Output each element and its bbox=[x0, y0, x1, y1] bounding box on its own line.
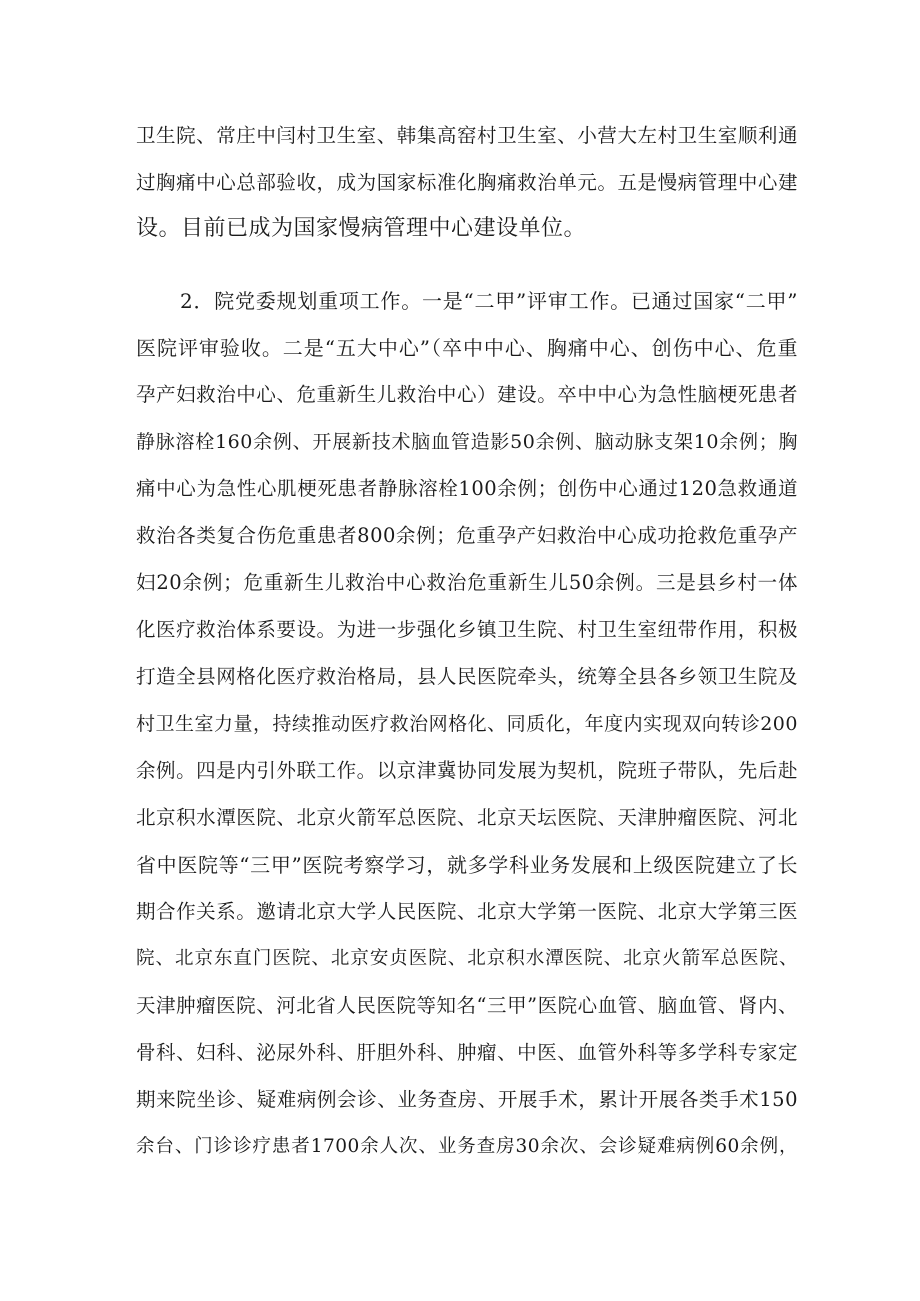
text-line: 2．院党委规划重项工作。一是“二甲”评审工作。已通过国家“二甲” bbox=[180, 289, 798, 313]
text-line: 救治各类复合伤危重患者800余例；危重孕产妇救治中心成功抢救危重孕产 bbox=[136, 524, 798, 547]
text-line: 骨科、妇科、泌尿外科、肝胆外科、肿瘤、中医、血管外科等多学科专家定 bbox=[136, 1041, 798, 1064]
text-line: 期来院坐诊、疑难病例会诊、业务查房、开展手术，累计开展各类手术150 bbox=[136, 1088, 798, 1111]
text-line: 打造全县网格化医疗救治格局，县人民医院牵头，统筹全县各乡领卫生院及 bbox=[136, 665, 798, 688]
text-line: 村卫生室力量，持续推动医疗救治网格化、同质化，年度内实现双向转诊200 bbox=[136, 713, 798, 735]
text-line: 北京积水潭医院、北京火箭军总医院、北京天坛医院、天津肿瘤医院、河北 bbox=[136, 806, 798, 829]
text-line: 痛中心为急性心肌梗死患者静脉溶栓100余例；创伤中心通过120急救通道 bbox=[136, 477, 798, 500]
text-line: 静脉溶栓160余例、开展新技术脑血管造影50余例、脑动脉支架10余例；胸 bbox=[136, 431, 798, 453]
text-line: 余台、门诊诊疗患者1700余人次、业务查房30余次、会诊疑难病例60余例， bbox=[136, 1136, 798, 1157]
text-line: 期合作关系。邀请北京大学人民医院、北京大学第一医院、北京大学第三医 bbox=[136, 900, 798, 923]
text-line: 医院评审验收。二是“五大中心”（卒中中心、胸痛中心、创伤中心、危重 bbox=[136, 336, 798, 360]
text-line: 余例。四是内引外联工作。以京津冀协同发展为契机，院班子带队，先后赴 bbox=[136, 759, 798, 782]
text-line: 化医疗救治体系要设。为进一步强化乡镇卫生院、村卫生室纽带作用，积极 bbox=[136, 618, 798, 641]
text-line: 省中医院等“三甲”医院考察学习，就多学科业务发展和上级医院建立了长 bbox=[136, 853, 798, 877]
text-line: 天津肿瘤医院、河北省人民医院等知名“三甲”医院心血管、脑血管、肾内、 bbox=[136, 994, 798, 1017]
text-line: 卫生院、常庄中闫村卫生室、韩集高窑村卫生室、小营大左村卫生室顺利通 bbox=[136, 124, 798, 147]
text-line: 设。目前已成为国家慢病管理中心建设单位。 bbox=[136, 216, 587, 241]
text-line: 过胸痛中心总部验收，成为国家标准化胸痛救治单元。五是慢病管理中心建 bbox=[136, 171, 798, 194]
text-line: 院、北京东直门医院、北京安贞医院、北京积水潭医院、北京火箭军总医院、 bbox=[136, 948, 798, 969]
text-line: 妇20余例；危重新生儿救治中心救治危重新生儿50余例。三是县乡村一体 bbox=[136, 571, 798, 594]
text-line: 孕产妇救治中心、危重新生儿救治中心）建设。卒中中心为急性脑梗死患者 bbox=[136, 383, 798, 406]
